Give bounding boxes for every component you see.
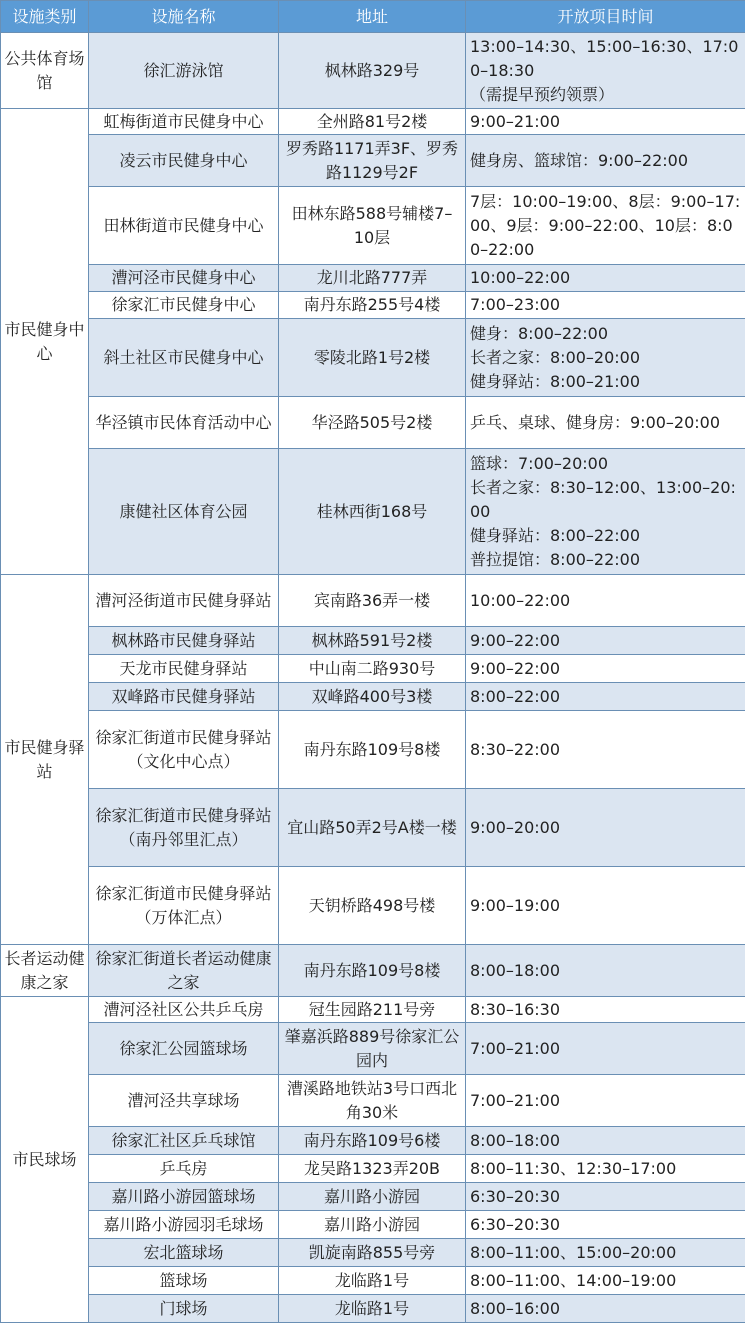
facility-name: 双峰路市民健身驿站 [89,683,279,711]
facility-address: 中山南二路930号 [279,655,466,683]
facility-name: 漕河泾街道市民健身驿站 [89,575,279,627]
facility-hours: 乒乓、桌球、健身房：9:00–20:00 [466,397,745,449]
table-row [1,319,745,397]
table-row [1,683,745,711]
facility-hours: 9:00–19:00 [466,867,745,945]
table-row [1,575,745,627]
facility-name: 徐家汇社区乒乓球馆 [89,1127,279,1155]
facility-address: 嘉川路小游园 [279,1211,466,1239]
facility-address: 漕溪路地铁站3号口西北角30米 [279,1075,466,1127]
facility-name: 凌云市民健身中心 [89,135,279,187]
facility-address: 南丹东路255号4楼 [279,292,466,319]
header-address: 地址 [279,1,466,33]
facility-address: 田林东路588号辅楼7–10层 [279,187,466,265]
facility-address: 枫林路329号 [279,33,466,109]
facility-name: 漕河泾共享球场 [89,1075,279,1127]
facility-name: 斜土社区市民健身中心 [89,319,279,397]
facility-name: 徐家汇公园篮球场 [89,1023,279,1075]
facility-hours: 健身房、篮球馆：9:00–22:00 [466,135,745,187]
facility-name: 漕河泾社区公共乒乓房 [89,997,279,1023]
facility-hours: 8:30–22:00 [466,711,745,789]
header-hours: 开放项目时间 [466,1,745,33]
facility-name: 枫林路市民健身驿站 [89,627,279,655]
table-row [1,1267,745,1295]
facility-address: 凯旋南路855号旁 [279,1239,466,1267]
facility-address: 龙川北路777弄 [279,265,466,292]
table-row [1,1183,745,1211]
facility-hours: 9:00–22:00 [466,655,745,683]
facility-name: 田林街道市民健身中心 [89,187,279,265]
category-cell: 市民球场 [1,997,89,1323]
facility-name: 华泾镇市民体育活动中心 [89,397,279,449]
facility-address: 龙吴路1323弄20B [279,1155,466,1183]
facility-hours: 8:00–11:30、12:30–17:00 [466,1155,745,1183]
facility-name: 嘉川路小游园篮球场 [89,1183,279,1211]
header-name: 设施名称 [89,1,279,33]
facility-hours: 8:00–22:00 [466,683,745,711]
table-row [1,945,745,997]
table-row [1,627,745,655]
facility-address: 宜山路50弄2号A楼一楼 [279,789,466,867]
table-row [1,1127,745,1155]
table-row [1,1023,745,1075]
table-row [1,997,745,1023]
facility-address: 天钥桥路498号楼 [279,867,466,945]
facility-hours: 8:00–16:00 [466,1295,745,1323]
facility-name: 宏北篮球场 [89,1239,279,1267]
facility-hours: 8:00–18:00 [466,945,745,997]
facility-address: 南丹东路109号8楼 [279,945,466,997]
table-row [1,1075,745,1127]
table-row [1,292,745,319]
facility-address: 宾南路36弄一楼 [279,575,466,627]
facility-name: 门球场 [89,1295,279,1323]
facility-name: 虹梅街道市民健身中心 [89,109,279,135]
facility-name: 徐家汇市民健身中心 [89,292,279,319]
table-row [1,867,745,945]
facility-address: 嘉川路小游园 [279,1183,466,1211]
table-row [1,655,745,683]
facility-name: 嘉川路小游园羽毛球场 [89,1211,279,1239]
table-row [1,711,745,789]
table-row [1,187,745,265]
facility-name: 徐家汇街道市民健身驿站 （南丹邻里汇点） [89,789,279,867]
facility-address: 肇嘉浜路889号徐家汇公园内 [279,1023,466,1075]
table-row [1,1295,745,1323]
facility-hours: 8:00–18:00 [466,1127,745,1155]
facility-hours: 篮球：7:00–20:00 长者之家：8:30–12:00、13:00–20:00 健身驿站：8:00–22:00 普拉提馆：8:00–22:00 [466,449,745,575]
facility-hours: 7:00–21:00 [466,1023,745,1075]
facility-hours: 8:00–11:00、14:00–19:00 [466,1267,745,1295]
facility-address: 罗秀路1171弄3F、罗秀路1129号2F [279,135,466,187]
facility-address: 全州路81号2楼 [279,109,466,135]
table-row [1,1239,745,1267]
table-row [1,789,745,867]
category-cell: 公共体育场馆 [1,33,89,109]
table-row [1,1211,745,1239]
table-row [1,397,745,449]
facility-name: 天龙市民健身驿站 [89,655,279,683]
category-cell: 市民健身驿站 [1,575,89,945]
facility-name: 徐家汇街道市民健身驿站 （万体汇点） [89,867,279,945]
facility-hours: 6:30–20:30 [466,1183,745,1211]
header-row [1,1,745,33]
facility-address: 南丹东路109号6楼 [279,1127,466,1155]
facility-hours: 7层：10:00–19:00、8层：9:00–17:00、9层：9:00–22:00、10层：8:00–22:00 [466,187,745,265]
facility-hours: 10:00–22:00 [466,265,745,292]
facility-hours: 9:00–21:00 [466,109,745,135]
facility-hours: 9:00–20:00 [466,789,745,867]
facility-address: 枫林路591号2楼 [279,627,466,655]
facility-hours: 7:00–23:00 [466,292,745,319]
table-row [1,33,745,109]
facility-name: 徐汇游泳馆 [89,33,279,109]
facility-hours: 10:00–22:00 [466,575,745,627]
category-cell: 市民健身中心 [1,109,89,575]
facility-hours: 8:30–16:30 [466,997,745,1023]
facility-hours: 9:00–22:00 [466,627,745,655]
facility-hours: 6:30–20:30 [466,1211,745,1239]
facility-address: 华泾路505号2楼 [279,397,466,449]
facility-name: 徐家汇街道市民健身驿站 （文化中心点） [89,711,279,789]
facility-name: 漕河泾市民健身中心 [89,265,279,292]
facility-name: 乒乓房 [89,1155,279,1183]
facility-hours: 13:00–14:30、15:00–16:30、17:00–18:30 （需提早预约领票） [466,33,745,109]
facility-address: 南丹东路109号8楼 [279,711,466,789]
table-row [1,265,745,292]
facility-name: 徐家汇街道长者运动健康之家 [89,945,279,997]
facility-name: 康健社区体育公园 [89,449,279,575]
facility-name: 篮球场 [89,1267,279,1295]
facility-address: 龙临路1号 [279,1267,466,1295]
table-row [1,1155,745,1183]
facility-address: 冠生园路211号旁 [279,997,466,1023]
facility-address: 桂林西街168号 [279,449,466,575]
table-row [1,109,745,135]
table-row [1,449,745,575]
facility-address: 零陵北路1号2楼 [279,319,466,397]
facility-hours: 健身：8:00–22:00 长者之家：8:00–20:00 健身驿站：8:00–21:00 [466,319,745,397]
category-cell: 长者运动健康之家 [1,945,89,997]
header-category: 设施类别 [1,1,89,33]
facility-hours: 7:00–21:00 [466,1075,745,1127]
facility-address: 龙临路1号 [279,1295,466,1323]
facility-hours: 8:00–11:00、15:00–20:00 [466,1239,745,1267]
facility-address: 双峰路400号3楼 [279,683,466,711]
table-row [1,135,745,187]
